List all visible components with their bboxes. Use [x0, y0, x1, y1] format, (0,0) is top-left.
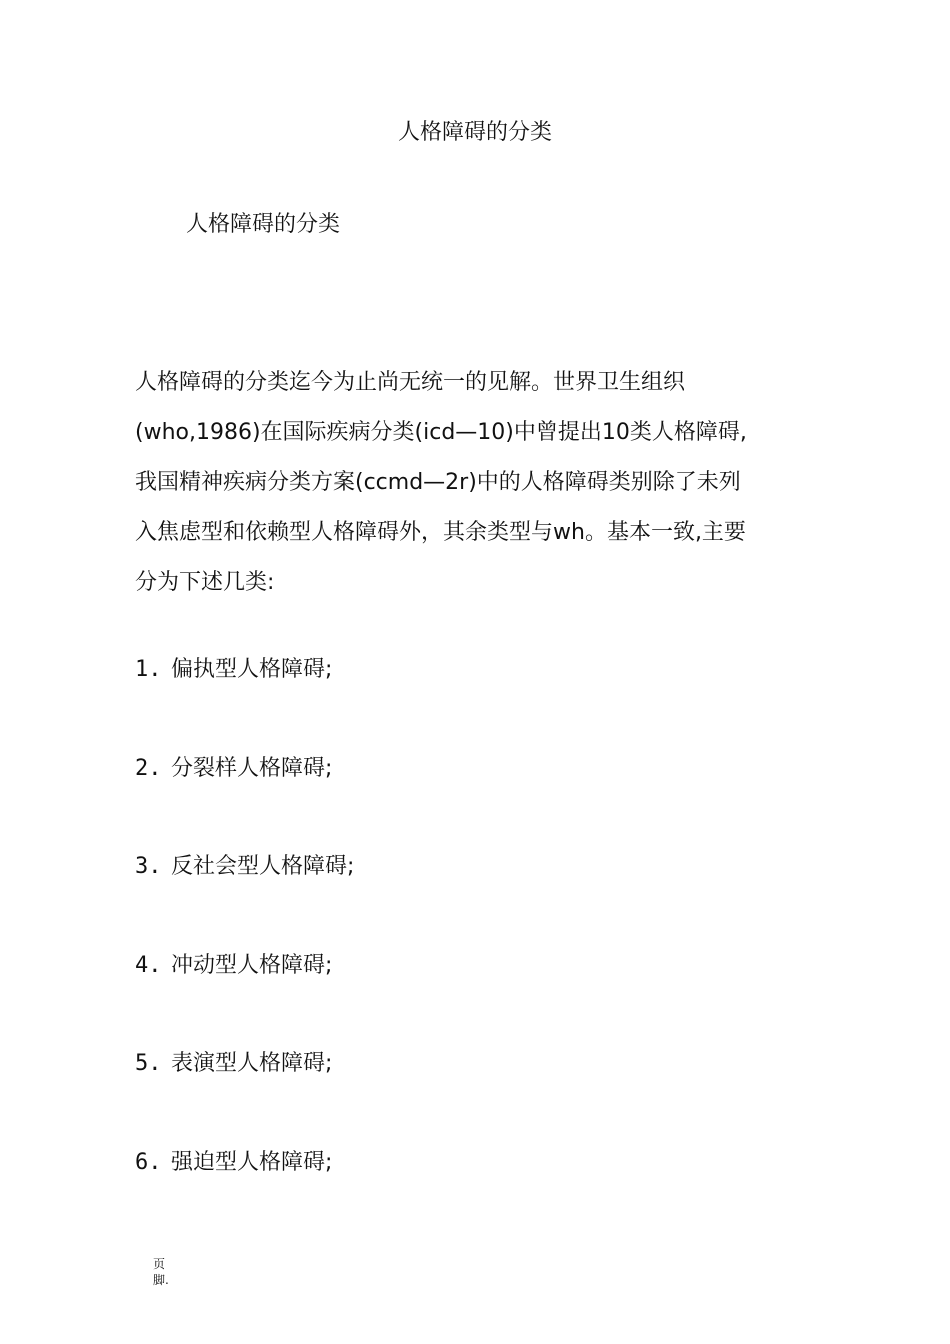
intro-line: (who,1986)在国际疾病分类(icd—10)中曾提出10类人格障碍,	[135, 420, 747, 445]
list-item	[135, 1049, 825, 1148]
intro-paragraph	[135, 358, 825, 608]
section-heading: 人格障碍的分类	[186, 212, 341, 237]
list-item	[135, 655, 825, 754]
list-item-text: 偏执型人格障碍;	[171, 657, 333, 682]
list-item	[135, 852, 825, 951]
list-item-number: 5.	[135, 1051, 162, 1076]
footer-line: 页	[153, 1257, 166, 1271]
list-item-text: 反社会型人格障碍;	[171, 854, 355, 879]
list-item-number: 1.	[135, 657, 162, 682]
list-item	[135, 1148, 825, 1247]
document-title: 人格障碍的分类	[397, 120, 552, 145]
list-item-text: 分裂样人格障碍;	[171, 755, 333, 781]
intro-line: 我国精神疾病分类方案(ccmd—2r)中的人格障碍类别除了未列	[135, 470, 741, 495]
list-item	[135, 951, 825, 1050]
classification-list	[135, 655, 825, 1246]
list-item-text: 强迫型人格障碍;	[171, 1149, 333, 1175]
list-item-number: 6.	[135, 1149, 162, 1175]
intro-line: 人格障碍的分类迄今为止尚无统一的见解。世界卫生组织	[135, 370, 686, 395]
list-item	[135, 754, 825, 853]
footer-line: 脚.	[153, 1273, 169, 1287]
page-footer	[153, 1256, 169, 1288]
intro-line: 入焦虑型和依赖型人格障碍外，其余类型与wh。基本一致,主要	[135, 520, 746, 545]
list-item-number: 4.	[135, 952, 162, 978]
list-item-text: 冲动型人格障碍;	[171, 952, 333, 978]
list-item-number: 3.	[135, 854, 162, 879]
intro-line: 分为下述几类:	[135, 570, 275, 595]
list-item-text: 表演型人格障碍;	[171, 1051, 333, 1076]
list-item-number: 2.	[135, 755, 162, 781]
